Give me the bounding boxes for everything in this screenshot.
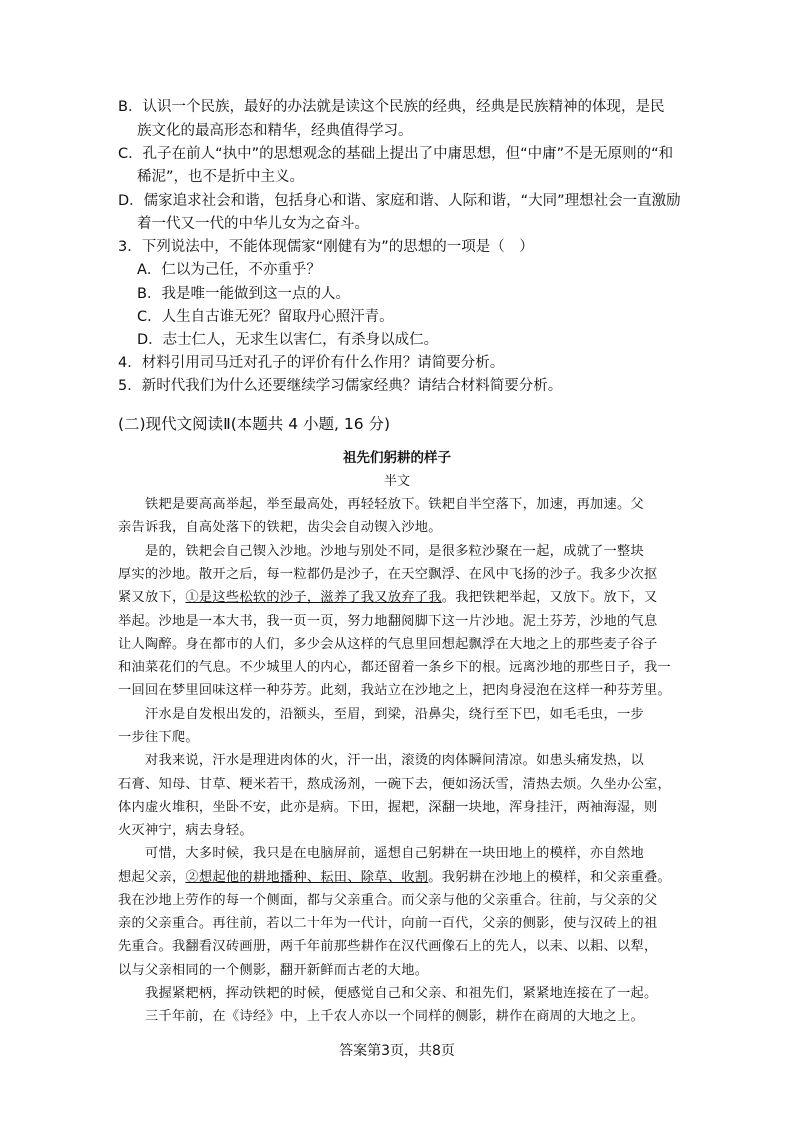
article-line: 一回回在梦里回味这样一种芬芳。此刻，我站立在沙地之上，把肉身浸泡在这样一种芬芳里。: [118, 683, 671, 698]
article-line: 先重合。我翻看汉砖画册，两千年前那些耕作在汉代画像石上的先人，以耒、以耜、以犁，: [118, 939, 658, 954]
question-3-option-d: D．志士仁人，无求生以害仁，有杀身以成仁。: [137, 332, 439, 348]
option-b-line-2: 族文化的最高形态和精华，经典值得学习。: [137, 123, 413, 139]
underlined-sentence-2: ②想起他的耕地播种、耘田、除草、收割: [185, 870, 429, 885]
question-3-option-a: A．仁以为己任，不亦重乎？: [137, 262, 321, 278]
article-line: 举起。沙地是一本大书，我一页一页，努力地翻阅脚下这一片沙地。泥土芬芳，沙地的气息: [118, 614, 658, 629]
article-line: 亲告诉我，自高处落下的铁耙，齿尖会自动锲入沙地。: [118, 520, 442, 535]
question-5: 5．新时代我们为什么还要继续学习儒家经典？请结合材料简要分析。: [118, 378, 563, 394]
article-author: 半文: [383, 474, 410, 489]
article-line: 铁耙是要高高举起，举至最高处，再轻轻放下。铁耙自半空落下，加速，再加速。父: [118, 497, 645, 512]
article-line: 火灭神宁，病去身轻。: [118, 823, 253, 838]
article-line: 和油菜花们的气息。不少城里人的内心，都还留着一条乡下的根。远离沙地的那些日子，我一: [118, 660, 671, 675]
article-line: 亲的父亲重合。再往前，若以二十年为一代计，向前一百代，父亲的侧影，使与汉砖上的祖: [118, 916, 658, 931]
article-line: 汗水是自发根出发的，沿额头，至眉，到梁，沿鼻尖，绕行至下巴，如毛毛虫，一步: [118, 707, 645, 722]
article-line: 厚实的沙地。散开之后，每一粒都仍是沙子，在天空飘浮、在风中飞扬的沙子。我多少次抠: [118, 567, 658, 582]
article-text: 。我躬耕在沙地上的模样，和父亲重叠。: [428, 870, 671, 885]
article-line: 我在沙地上劳作的每一个侧面，都与父亲重合。而父亲与他的父亲重合。往前，与父亲的父: [118, 893, 658, 908]
option-c-line-1: C．孔子在前人“执中”的思想观念的基础上提出了中庸思想，但“中庸”不是无原则的“和: [118, 146, 674, 162]
article-line: 是的，铁耙会自己锲入沙地。沙地与别处不同，是很多粒沙聚在一起，成就了一整块: [118, 544, 645, 559]
article-line: 以与父亲相同的一个侧影，翻开新鲜而古老的大地。: [118, 963, 429, 978]
option-d-line-1: D．儒家追求社会和谐，包括身心和谐、家庭和谐、人际和谐，“大同”理想社会一直激励: [118, 193, 681, 209]
option-d-line-2: 着一代又一代的中华儿女为之奋斗。: [137, 216, 369, 232]
article-line: 可惜，大多时候，我只是在电脑屏前，遥想自己躬耕在一块田地上的模样，亦自然地: [118, 846, 645, 861]
article-line: [118, 586, 658, 605]
article-line: 对我来说，汗水是理进肉体的火，汗一出，滚烫的肉体瞬间清凉。如患头痛发热，以: [118, 753, 645, 768]
question-4: 4．材料引用司马迁对孔子的评价有什么作用？请简要分析。: [118, 355, 505, 371]
article-title: 祖先们躬耕的样子: [343, 450, 451, 466]
question-3: 3．下列说法中，不能体现儒家“刚健有为”的思想的一项是（ ）: [118, 239, 534, 255]
option-c-line-2: 稀泥”，也不是折中主义。: [137, 169, 305, 185]
article-line: 体内虚火堆积，坐卧不安，此亦是病。下田，握耙，深翻一块地，浑身挂汗，两袖海湿，则: [118, 800, 658, 815]
article-line: [118, 866, 671, 885]
article-line: 石膏、知母、甘草、粳米若干，熬成汤剂，一碗下去，便如汤沃雪，清热去烦。久坐办公室，: [118, 777, 671, 792]
question-3-option-b: B．我是唯一能做到这一点的人。: [137, 286, 350, 302]
article-text: 想起父亲，: [118, 870, 186, 885]
page-footer: 答案第3页，共8页: [339, 1043, 455, 1059]
section-heading: (二)现代文阅读Ⅱ(本题共 4 小题, 16 分): [118, 415, 391, 433]
question-3-option-c: C．人生自古谁无死？留取丹心照汗青。: [137, 309, 394, 325]
article-text: 紧又放下，: [118, 590, 186, 605]
option-b-line-1: B．认识一个民族，最好的办法就是读这个民族的经典，经典是民族精神的体现，是民: [118, 99, 665, 115]
article-line: 三千年前，在《诗经》中，上千农人亦以一个同样的侧影，耕作在商周的大地之上。: [118, 1009, 645, 1024]
article-line: 让人陶醉。身在都市的人们，多少会从这样的气息里回想起飘浮在大地之上的那些麦子谷子: [118, 637, 658, 652]
article-text: 。我把铁耙举起，又放下。放下，又: [441, 590, 658, 605]
article-line: 我握紧耙柄，挥动铁耙的时候，便感觉自己和父亲、和祖先们，紧紧地连接在了一起。: [118, 986, 658, 1001]
article-line: 一步往下爬。: [118, 730, 199, 745]
underlined-sentence-1: ①是这些松软的沙子，滋养了我又放弃了我: [185, 590, 442, 605]
